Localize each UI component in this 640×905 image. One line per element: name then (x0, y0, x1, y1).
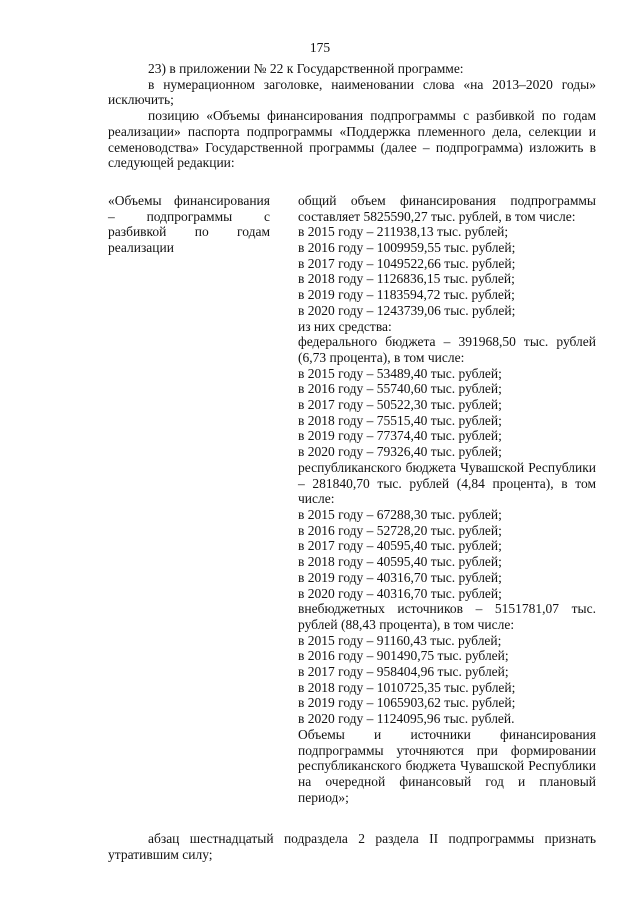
funding-line: в 2019 году – 1065903,62 тыс. рублей; (298, 695, 516, 711)
amendment-item: 23) в приложении № 22 к Государственной программе: (148, 61, 464, 76)
funding-line: общий объем финансирования подпрограммы составляет 5825590,27 тыс. рублей, в том числе: (298, 192, 596, 224)
funding-line: в 2018 году – 1126836,15 тыс. рублей; (298, 271, 515, 287)
funding-line: в 2018 году – 40595,40 тыс. рублей; (298, 554, 502, 570)
funding-line: в 2017 году – 50522,30 тыс. рублей; (298, 397, 502, 413)
funding-line: в 2016 году – 55740,60 тыс. рублей; (298, 381, 502, 397)
funding-line: в 2019 году – 77374,40 тыс. рублей; (298, 428, 502, 444)
funding-line: в 2017 году – 40595,40 тыс. рублей; (298, 538, 502, 554)
funding-line: в 2020 году – 1124095,96 тыс. рублей. (298, 711, 515, 727)
funding-table-values (298, 193, 596, 805)
funding-line: в 2015 году – 53489,40 тыс. рублей; (298, 365, 502, 381)
funding-line: в 2017 году – 958404,96 тыс. рублей; (298, 664, 509, 680)
funding-line: в 2016 году – 52728,20 тыс. рублей; (298, 522, 502, 538)
funding-line: в 2019 году – 1183594,72 тыс. рублей; (298, 287, 515, 303)
amendment-paragraph: в нумерационном заголовке, наименовании слова «на 2013–2020 годы» исключить; (108, 76, 596, 108)
funding-line: из них средства: (298, 318, 392, 334)
page-number: 175 (309, 40, 331, 55)
funding-line: в 2015 году – 91160,43 тыс. рублей; (298, 632, 502, 648)
funding-line: в 2016 году – 1009959,55 тыс. рублей; (298, 240, 516, 256)
funding-line: в 2015 году – 67288,30 тыс. рублей; (298, 506, 502, 522)
funding-line: в 2015 году – 211938,13 тыс. рублей; (298, 224, 509, 240)
funding-line: внебюджетных источников – 5151781,07 тыс. рублей (88,43 процента), в том числе: (298, 601, 596, 632)
funding-line: в 2020 году – 79326,40 тыс. рублей; (298, 444, 502, 460)
funding-line: в 2019 году – 40316,70 тыс. рублей; (298, 569, 502, 585)
funding-table (108, 193, 596, 805)
funding-line: федерального бюджета – 391968,50 тыс. рублей (6,73 процента), в том числе: (298, 334, 596, 365)
funding-table-label: «Объемы финансирования – подпрограммы с разбивкой по годам реализации (108, 192, 270, 256)
funding-line: Объемы и источники финансирования подпрограммы уточняются при формировании республиканского бюджета Чувашской Республики на очередной финансовый год и плановый период»; (298, 726, 596, 805)
funding-line: в 2020 году – 40316,70 тыс. рублей; (298, 585, 502, 601)
closing-paragraph: абзац шестнадцатый подраздела 2 раздела II подпрограммы признать утратившим силу; (108, 831, 596, 863)
amendment-paragraph: позицию «Объемы финансирования подпрограммы с разбивкой по годам реализации» паспорта подпрограммы «Поддержка племенного дела, селекции и семеноводства» Государственной программы (далее – подпрограмма) изложить в следующей редакции: (108, 108, 596, 171)
funding-line: в 2016 году – 901490,75 тыс. рублей; (298, 648, 509, 664)
funding-line: в 2020 году – 1243739,06 тыс. рублей; (298, 302, 516, 318)
document-body (108, 61, 596, 863)
funding-line: в 2018 году – 1010725,35 тыс. рублей; (298, 679, 516, 695)
funding-line: в 2017 году – 1049522,66 тыс. рублей; (298, 255, 516, 271)
funding-line: республиканского бюджета Чувашской Республики – 281840,70 тыс. рублей (4,84 процента), в том числе: (298, 459, 596, 507)
funding-line: в 2018 году – 75515,40 тыс. рублей; (298, 412, 502, 428)
